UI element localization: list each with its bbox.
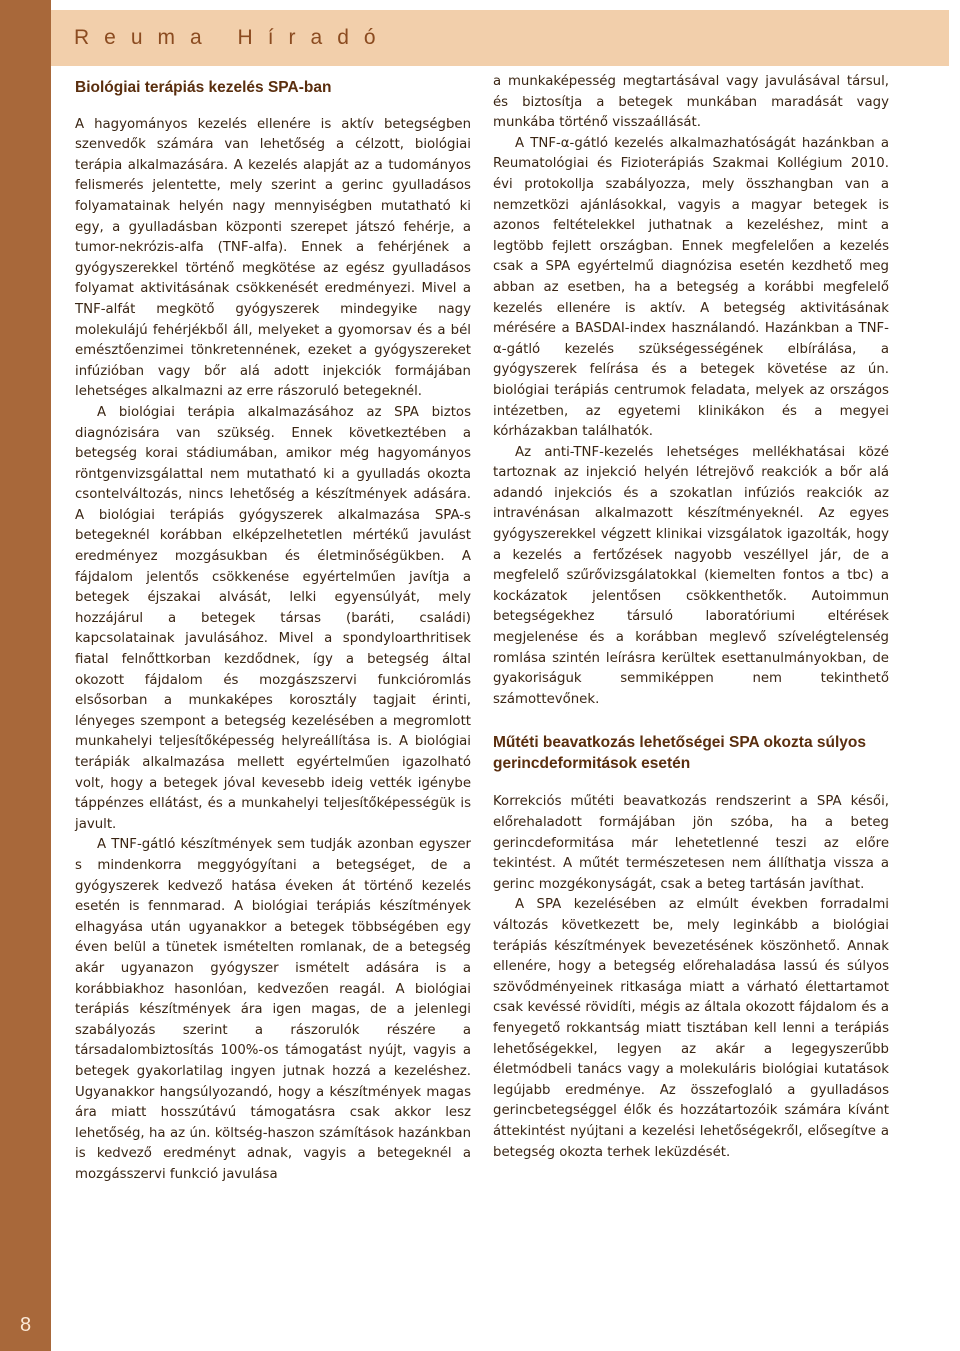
paragraph: A SPA kezelésében az elmúlt években forradalmi változás következett be, mely leginkább a biológiai terápiás készítmények bevezetésének köszönhető. Annak ellenére, hogy a betegség előrehaladása lassú és súlyos szövődményeinek ritkasága miatt a várható élettartamot csak kevéssé rövidíti, mégis az általa okozott fájdalom és a fenyegető rokkantság miatt tisztában kell lenni a terápiás lehetőségekkel, legyen az akár a legegyszerűbb életmódbeli tanács vagy a molekuláris biológiai kutatások legújabb eredménye. Az összefoglaló a gyulladásos gerincbetegséggel élők és hozzátartozóik számára kívánt áttekintést nyújtani a kezelési lehetőségekről, elősegítve a betegség okozta terhek leküzdését. — [493, 897, 889, 1160]
paragraph: Az anti-TNF-kezelés lehetséges mellékhatásai közé tartoznak az injekció helyén létrejövő reakciók a bőr alá adandó injekciós és a szokatlan infúziós reakciók az intravénásan alkalmazott készítményeknél. Az egyes gyógyszerekkel végzett klinikai vizsgálatok igazolták, hogy a kezelés a fertőzések nagyobb veszéllyel jár, de a megfelelő szűrővizsgálatokkal (kiemelten fontos a tbc) a kockázatok jelentősen csökkenthetők. Autoimmun betegségekhez társuló laboratóriumi eltérések megjelenése és a korábban meglevő szívelégtelenség romlása szintén leírásra kerültek esettanulmányokban, de gyakoriságuk semmiképpen nem tekinthető számottevőnek. — [493, 444, 889, 707]
paragraph: A biológiai terápia alkalmazásához az SPA biztos diagnózisára van szükség. Ennek következtében a betegség korai stádiumában, amikor még hagyományos röntgenvizsgálattal nem mutatható ki a gyulladás okozta csontelváltozás, nincs lehetőség a készítmények adására. A biológiai terápiás gyógyszerek alkalmazása SPA-s betegeknél korábban elképzelhetetlen mértékű javulást eredményez mozgásukban és életminőségükben. A fájdalom jelentős csökkenése egyértelműen javítja a betegek éjszakai alvását, lelki egyensúlyát, mely hozzájárul a betegek társas (baráti, családi) kapcsolatainak javulásához. Mivel a spondyloarthritisek fiatal felnőttkorban kezdődnek, így a betegség által okozott fájdalom és mozgászszervi funkcióromlás elsősorban a munkaképes korosztály tagjait érinti, lényeges szempont a betegség kezelésében a megromlott munkahelyi teljesítőképesség helyreállítása is. A biológiai terápiák alkalmazása mellett egyértelműen igazolható volt, hogy a betegek jóval kevesebb ideig vették igénybe táppénzes ellátást, és a munkahelyi teljesítőképességük is javult. — [75, 404, 471, 832]
section-heading-biologic-therapy: Biológiai terápiás kezelés SPA-ban — [75, 79, 332, 96]
paragraph: A TNF-gátló készítmények sem tudják azonban egyszer s mindenkorra meggyógyítani a betegséget, de a gyógyszerek kedvező hatása éveken át történő kezelés esetén is fennmarad. A biológiai terápiás készítmények elhagyása után ugyanakkor a betegek többségében egy éven belül a tünetek ismételten romlanak, de a betegség akár ugyanazon gyógyszer ismételt adására is a korábbiakhoz hasonlóan, kedvezően reagál. A biológiai terápiás készítmények ára igen magas, de a jelenlegi szabályozás szerint a rászorulók részére a társadalombiztosítás 100%-os támogatást nyújt, vagyis a betegek gyakorlatilag ingyen jutnak hozzá a kezeléshez. Ugyanakkor hangsúlyozandó, hogy a készítmények magas ára miatt hosszútávú támogatásra csak akkor lesz lehetőség, ha az ún. költség-haszon számítások hazánkban is kedvező eredményt adnak, vagyis a betegeknél a mozgásszervi funkció javulása — [75, 837, 471, 1182]
paragraph: A hagyományos kezelés ellenére is aktív betegségben szenvedők számára van lehetőség a célzott, biológiai terápia alkalmazására. A kezelés alapját az a tudományos felismerés jelentette, mely szerint a gerinc gyulladásos folyamatainak helyén nagy mennyiségben mutatható ki egy, a gyulladásban központi szerepet játszó fehérje, a tumor-nekrózis-alfa (TNF-alfa). Ennek a fehérjének a gyógyszerekkel történő megkötése az egész gyulladásos folyamat aktivitásának csökkenését eredményezi. Mivel a TNF-alfát megkötő gyógyszerek mindegyike nagy molekulájú fehérjékből áll, melyeket a gyomorsav és a bél emésztőenzimei tönkretennének, ezeket a gyógyszereket infúzióban vagy bőr alá adott injekciók formájában lehetséges alkalmazni az erre rászoruló betegeknél. — [75, 116, 471, 400]
paragraph: A TNF-α-gátló kezelés alkalmazhatóságát hazánkban a Reumatológiai és Fizioterápiás Szakmai Kollégium 2010. évi protokollja szabályozza, mely összhangban van a nemzetközi ajánlásokkal, vagyis a magyar betegek is azonos feltételekkel juthatnak a kezeléshez, mint a legtöbb fejlett országban. Ennek megfelelően a kezelés csak a SPA egyértelmű diagnózisa esetén kezdhető meg abban az esetben, ha a betegség a korábbi megfelelő kezelés ellenére is aktív. A betegség aktivitásának mérésére a BASDAI-index használandó. Hazánkban a TNF-α-gátló kezelés szükségességének elbírálása, a gyógyszerek felírása és a betegek követése az ún. biológiai terápiás centrumok feladata, melyek az országos intézetben, az egyetemi klinikákon és a megyei kórházakban találhatók. — [493, 135, 889, 440]
section-heading-surgery: Műtéti beavatkozás lehetőségei SPA okozta súlyos gerincdeformitások esetén — [493, 734, 866, 773]
journal-title: Reuma Híradó — [74, 26, 391, 49]
right-column — [493, 72, 889, 1163]
page-number: 8 — [0, 1299, 51, 1351]
left-color-bar — [0, 0, 51, 1351]
paragraph: a munkaképesség megtartásával vagy javulásával társul, és biztosítja a betegek munkában maradását vagy munkába történő visszaállását. — [493, 74, 889, 131]
left-column — [75, 72, 471, 1185]
paragraph: Korrekciós műtéti beavatkozás rendszerint a SPA késői, előrehaladott formájában jön szóba, ha a beteg gerincdeformitása már lehetetlenné teszi az előre tekintést. A műtét természetesen nem állíthatja vissza a gerinc mozgékonyságát, csak a beteg tartásán javíthat. — [493, 794, 889, 892]
